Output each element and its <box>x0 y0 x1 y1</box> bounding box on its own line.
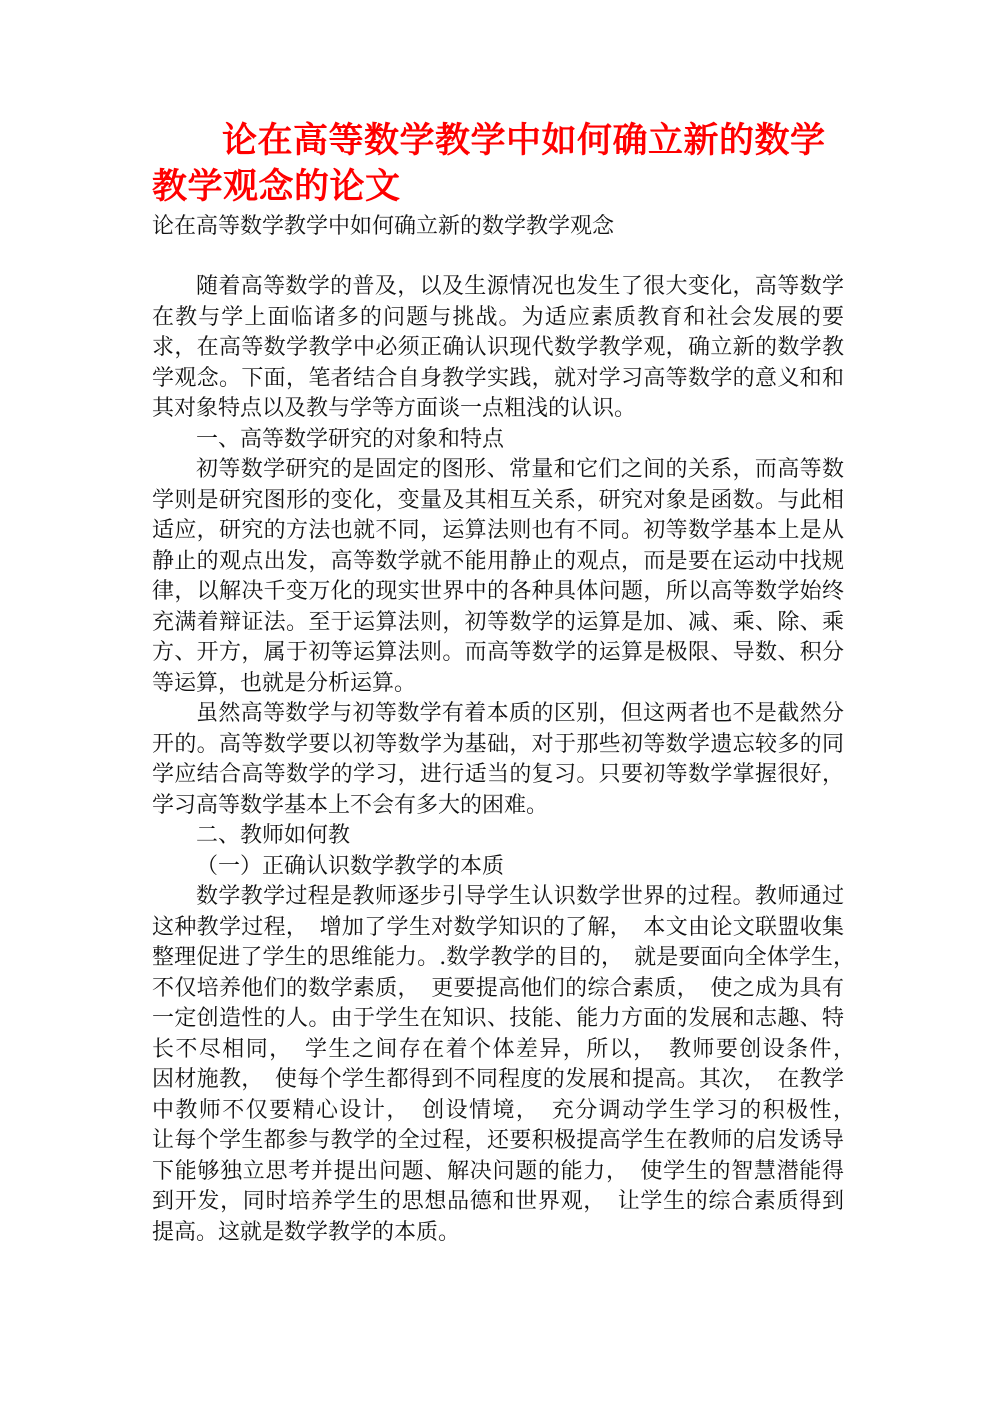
section-heading: 一、高等数学研究的对象和特点 <box>196 426 505 452</box>
document-page <box>152 118 867 1248</box>
spacer <box>152 242 844 272</box>
body-paragraph: 虽然高等数学与初等数学有着本质的区别，但这两者也不是截然分开的。高等数学要以初等数学为基础，对于那些初等数学遗忘较多的同学应结合高等数学的学习，进行适当的复习。只要初等数学掌握很好，学习高等数学基本上不会有多大的困难。 <box>152 701 844 818</box>
body-paragraph: 数学教学过程是教师逐步引导学生认识数学世界的过程。教师通过这种教学过程， 增加了学生对数学知识的了解， 本文由论文联盟收集整理促进了学生的思维能力。.数学教学的目的， 就是要面向全体学生， 不仅培养他们的数学素质， 更要提高他们的综合素质， 使之成为具有一定创造性的人。由于学生在知识、技能、能力方面的发展和志趣、特长不尽相同， 学生之间存在着个体差异，所以， 教师要创设条件， 因材施教， 使每个学生都得到不同程度的发展和提高。其次， 在教学中教师不仅要精心设计， 创设情境， 充分调动学生学习的积极性， 让每个学生都参与教学的全过程，还要积极提高学生在教师的启发诱导下能够独立思考并提出问题、解决问题的能力， 使学生的智慧潜能得到开发，同时培养学生的思想品德和世界观， 让学生的综合素质得到提高。这就是数学教学的本质。 <box>152 884 867 1245</box>
body-paragraph: 随着高等数学的普及，以及生源情况也发生了很大变化，高等数学在教与学上面临诸多的问题与挑战。为适应素质教育和社会发展的要求，在高等数学教学中必须正确认识现代数学教学观，确立新的数学教学观念。下面，笔者结合自身教学实践，就对学习高等数学的意义和和其对象特点以及教与学等方面谈一点粗浅的认识。 <box>152 274 844 421</box>
section-heading: 二、教师如何教 <box>196 823 351 848</box>
document-title: 论在高等数学教学中如何确立新的数学教学观念的论文 <box>152 120 826 207</box>
document-body <box>152 272 867 1248</box>
body-paragraph: 初等数学研究的是固定的图形、常量和它们之间的关系，而高等数学则是研究图形的变化，变量及其相互关系，研究对象是函数。与此相适应，研究的方法也就不同，运算法则也有不同。初等数学基本上是从静止的观点出发，高等数学就不能用静止的观点，而是要在运动中找规律，以解决千变万化的现实世界中的各种具体问题，所以高等数学始终充满着辩证法。至于运算法则，初等数学的运算是加、减、乘、除、乘方、开方，属于初等运算法则。而高等数学的运算是极限、导数、积分等运算，也就是分析运算。 <box>152 457 844 696</box>
document-subtitle: 论在高等数学教学中如何确立新的数学教学观念 <box>152 214 615 239</box>
section-heading: （一）正确认识数学教学的本质 <box>196 853 505 879</box>
